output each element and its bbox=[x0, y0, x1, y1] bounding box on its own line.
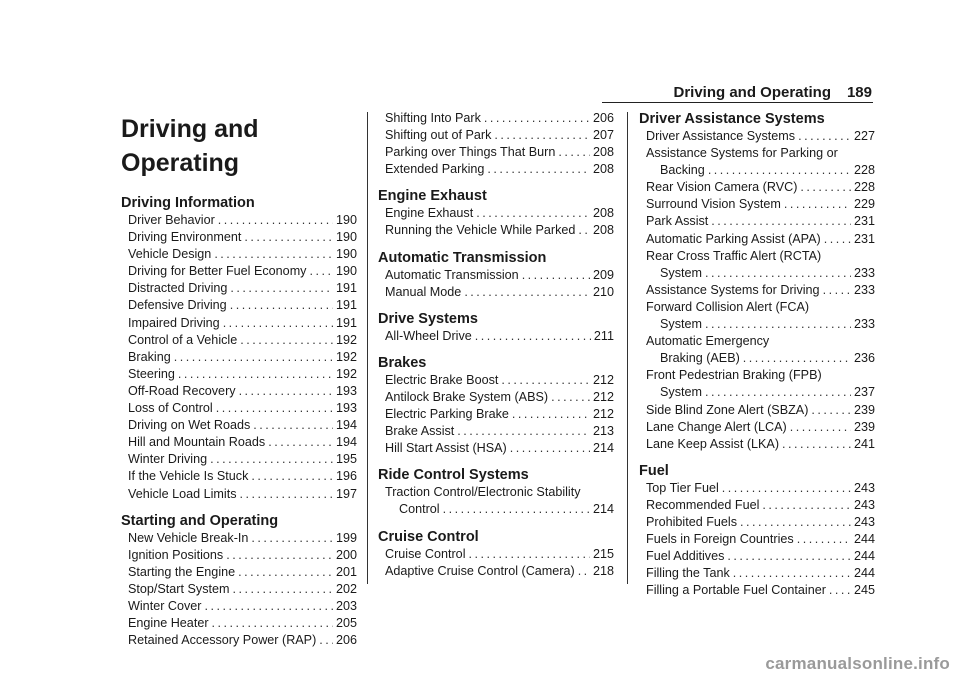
leader-dots bbox=[484, 110, 590, 127]
toc-entry[interactable] bbox=[639, 333, 875, 367]
toc-entry-label: Assistance Systems for Parking or bbox=[646, 146, 838, 161]
leader-dots bbox=[578, 222, 590, 239]
toc-entry-label: Side Blind Zone Alert (SBZA) bbox=[646, 402, 809, 417]
leader-dots bbox=[722, 480, 851, 497]
toc-entry-label: Parking over Things That Burn bbox=[385, 145, 556, 160]
toc-entry[interactable] bbox=[121, 564, 357, 581]
toc-entry[interactable] bbox=[639, 565, 875, 582]
toc-entry-label: Assistance Systems for Driving bbox=[646, 282, 820, 297]
header-rule bbox=[602, 102, 873, 103]
column-divider-2 bbox=[627, 112, 628, 584]
toc-entry-label: Rear Vision Camera (RVC) bbox=[646, 180, 798, 195]
leader-dots bbox=[705, 384, 851, 401]
toc-entry[interactable] bbox=[121, 297, 357, 314]
leader-dots bbox=[223, 315, 333, 332]
toc-entry[interactable] bbox=[121, 530, 357, 547]
leader-dots bbox=[798, 128, 851, 145]
toc-entry-label: Driver Behavior bbox=[128, 213, 215, 227]
toc-entry-page: 241 bbox=[853, 436, 875, 451]
toc-entry-label: Recommended Fuel bbox=[646, 497, 760, 512]
toc-entry-page: 244 bbox=[853, 566, 875, 581]
leader-dots bbox=[233, 581, 333, 598]
toc-entry-page: 227 bbox=[853, 129, 875, 143]
leader-dots bbox=[457, 423, 590, 440]
toc-entry[interactable] bbox=[639, 231, 875, 248]
section-heading: Ride Control Systems bbox=[378, 467, 529, 484]
leader-dots bbox=[578, 563, 590, 580]
toc-entry[interactable] bbox=[121, 417, 357, 434]
leader-dots bbox=[218, 212, 333, 229]
toc-entry[interactable] bbox=[639, 196, 875, 213]
toc-entry-label: Engine Heater bbox=[128, 616, 209, 631]
toc-entry-page: 231 bbox=[853, 214, 875, 229]
toc-entry-page: 194 bbox=[335, 435, 357, 450]
toc-entry[interactable] bbox=[378, 389, 614, 406]
leader-dots bbox=[782, 436, 851, 453]
toc-entry[interactable] bbox=[121, 349, 357, 366]
toc-entry[interactable] bbox=[639, 145, 875, 179]
toc-entry-label-continued: Braking (AEB) bbox=[660, 351, 740, 366]
toc-entry-label: Shifting Into Park bbox=[385, 111, 481, 125]
leader-dots bbox=[244, 229, 333, 246]
toc-entry-label: Engine Exhaust bbox=[385, 206, 474, 221]
leader-dots bbox=[512, 406, 590, 423]
toc-entry-label: Winter Driving bbox=[128, 452, 208, 467]
leader-dots bbox=[743, 350, 851, 367]
leader-dots bbox=[309, 263, 333, 280]
leader-dots bbox=[240, 486, 333, 503]
section-heading: Fuel bbox=[639, 462, 669, 479]
toc-entry-label: Filling a Portable Fuel Container bbox=[646, 583, 826, 598]
leader-dots bbox=[551, 389, 590, 406]
toc-entry-label: Forward Collision Alert (FCA) bbox=[646, 299, 810, 314]
toc-entry-page: 199 bbox=[335, 530, 357, 545]
toc-entry-label: Defensive Driving bbox=[128, 298, 227, 313]
toc-entry-label: New Vehicle Break-In bbox=[128, 530, 249, 545]
leader-dots bbox=[268, 434, 333, 451]
toc-entry-page: 215 bbox=[592, 546, 614, 561]
toc-entry-page: 236 bbox=[853, 351, 875, 366]
toc-entry-page: 190 bbox=[335, 213, 357, 227]
toc-entry[interactable] bbox=[378, 484, 614, 518]
leader-dots bbox=[469, 546, 590, 563]
toc-entry-label: Driving Environment bbox=[128, 230, 242, 245]
leader-dots bbox=[797, 531, 851, 548]
toc-entry[interactable] bbox=[639, 419, 875, 436]
toc-entry-label: Electric Parking Brake bbox=[385, 407, 509, 422]
section-heading: Drive Systems bbox=[378, 310, 478, 327]
toc-entry-page: 209 bbox=[592, 267, 614, 282]
leader-dots bbox=[230, 280, 333, 297]
toc-entry-label: Vehicle Design bbox=[128, 247, 212, 262]
leader-dots bbox=[733, 565, 851, 582]
toc-entry-label: Running the Vehicle While Parked bbox=[385, 223, 576, 238]
toc-entry-label: All-Wheel Drive bbox=[385, 328, 472, 343]
running-head-title: Driving and Operating bbox=[673, 84, 831, 101]
toc-entry-page: 191 bbox=[335, 315, 357, 330]
toc-entry[interactable] bbox=[378, 563, 614, 580]
leader-dots bbox=[319, 632, 333, 649]
leader-dots bbox=[210, 451, 333, 468]
toc-entry-page: 191 bbox=[335, 281, 357, 296]
leader-dots bbox=[253, 417, 333, 434]
toc-entry-label: Starting the Engine bbox=[128, 564, 236, 579]
leader-dots bbox=[443, 501, 590, 518]
toc-entry[interactable] bbox=[639, 367, 875, 401]
toc-entry-page: 203 bbox=[335, 598, 357, 613]
toc-entry-label: Brake Assist bbox=[385, 424, 455, 439]
toc-entry[interactable] bbox=[121, 486, 357, 503]
toc-entry-page: 191 bbox=[335, 298, 357, 313]
section-heading: Cruise Control bbox=[378, 528, 479, 545]
leader-dots bbox=[705, 316, 851, 333]
leader-dots bbox=[475, 328, 591, 345]
toc-entry[interactable] bbox=[121, 229, 357, 246]
section-heading: Driver Assistance Systems bbox=[639, 111, 825, 127]
toc-entry[interactable] bbox=[378, 205, 614, 222]
toc-entry-page: 208 bbox=[592, 206, 614, 221]
column-divider-1 bbox=[367, 112, 368, 584]
toc-entry-label-continued: System bbox=[660, 385, 702, 400]
toc-entry[interactable] bbox=[378, 372, 614, 389]
toc-entry-label: Lane Change Alert (LCA) bbox=[646, 419, 787, 434]
toc-entry-page: 212 bbox=[592, 407, 614, 422]
toc-entry-label: Braking bbox=[128, 349, 171, 364]
toc-entry[interactable] bbox=[378, 284, 614, 301]
toc-entry-page: 194 bbox=[335, 418, 357, 433]
toc-entry-page: 233 bbox=[853, 317, 875, 332]
toc-entry[interactable] bbox=[121, 383, 357, 400]
toc-entry-label: Retained Accessory Power (RAP) bbox=[128, 633, 317, 648]
toc-entry-label: Fuel Additives bbox=[646, 549, 725, 564]
toc-entry-page: 192 bbox=[335, 332, 357, 347]
toc-entry[interactable] bbox=[639, 128, 875, 145]
toc-entry-page: 193 bbox=[335, 383, 357, 398]
toc-entry-page: 197 bbox=[335, 486, 357, 501]
leader-dots bbox=[558, 144, 590, 161]
toc-entry-page: 228 bbox=[853, 163, 875, 178]
leader-dots bbox=[226, 547, 333, 564]
leader-dots bbox=[214, 246, 333, 263]
leader-dots bbox=[823, 282, 851, 299]
toc-entry-label: Filling the Tank bbox=[646, 566, 730, 581]
toc-entry[interactable] bbox=[121, 246, 357, 263]
toc-entry[interactable] bbox=[639, 582, 875, 599]
leader-dots bbox=[174, 349, 333, 366]
toc-entry-page: 200 bbox=[335, 547, 357, 562]
toc-entry-page: 212 bbox=[592, 372, 614, 387]
toc-entry[interactable] bbox=[121, 581, 357, 598]
toc-entry-page: 213 bbox=[592, 424, 614, 439]
toc-entry[interactable] bbox=[639, 497, 875, 514]
toc-entry-label-continued: Control bbox=[399, 502, 440, 517]
toc-entry-label: Traction Control/Electronic Stability bbox=[385, 485, 581, 500]
toc-entry[interactable] bbox=[639, 179, 875, 196]
toc-entry-label: Distracted Driving bbox=[128, 281, 228, 296]
section-heading: Automatic Transmission bbox=[378, 249, 547, 266]
toc-entry[interactable] bbox=[639, 531, 875, 548]
leader-dots bbox=[800, 179, 851, 196]
toc-entry-page: 239 bbox=[853, 419, 875, 434]
toc-entry-label: Surround Vision System bbox=[646, 197, 781, 212]
toc-entry[interactable] bbox=[378, 127, 614, 144]
leader-dots bbox=[708, 162, 851, 179]
toc-entry-label: Extended Parking bbox=[385, 162, 485, 177]
leader-dots bbox=[727, 548, 851, 565]
leader-dots bbox=[178, 366, 333, 383]
toc-entry-page: 239 bbox=[853, 402, 875, 417]
toc-entry-page: 212 bbox=[592, 389, 614, 404]
leader-dots bbox=[239, 383, 333, 400]
toc-entry-label: Winter Cover bbox=[128, 598, 202, 613]
toc-entry[interactable] bbox=[639, 248, 875, 282]
leader-dots bbox=[230, 297, 333, 314]
toc-entry[interactable] bbox=[121, 451, 357, 468]
toc-entry-page: 214 bbox=[592, 441, 614, 456]
leader-dots bbox=[790, 419, 851, 436]
toc-entry-page: 229 bbox=[853, 197, 875, 212]
toc-entry[interactable] bbox=[378, 222, 614, 239]
toc-entry-label: Manual Mode bbox=[385, 284, 462, 299]
toc-entry-label: Off-Road Recovery bbox=[128, 383, 236, 398]
toc-entry-page: 190 bbox=[335, 230, 357, 245]
running-head bbox=[0, 0, 960, 102]
toc-entry-label: Fuels in Foreign Countries bbox=[646, 532, 794, 547]
toc-entry-label: Adaptive Cruise Control (Camera) bbox=[385, 563, 575, 578]
toc-entry-page: 237 bbox=[853, 385, 875, 400]
leader-dots bbox=[811, 402, 851, 419]
toc-entry-label-continued: System bbox=[660, 265, 702, 280]
section-heading: Brakes bbox=[378, 354, 427, 371]
toc-entry[interactable] bbox=[121, 263, 357, 280]
toc-entry-label: Automatic Transmission bbox=[385, 267, 519, 282]
toc-entry-label: Steering bbox=[128, 366, 175, 381]
toc-entry-page: 195 bbox=[335, 452, 357, 467]
toc-entry-label: Lane Keep Assist (LKA) bbox=[646, 436, 780, 451]
toc-entry-label: Control of a Vehicle bbox=[128, 332, 238, 347]
toc-entry[interactable] bbox=[378, 110, 614, 127]
toc-entry-label: Top Tier Fuel bbox=[646, 480, 719, 495]
toc-entry-label: Automatic Emergency bbox=[646, 334, 770, 349]
leader-dots bbox=[204, 598, 333, 615]
toc-entry-page: 208 bbox=[592, 162, 614, 177]
page-number: 189 bbox=[846, 84, 872, 101]
leader-dots bbox=[240, 332, 333, 349]
toc-entry[interactable] bbox=[121, 332, 357, 349]
toc-entry-page: 202 bbox=[335, 581, 357, 596]
toc-entry[interactable] bbox=[121, 400, 357, 417]
section-heading: Engine Exhaust bbox=[378, 188, 487, 205]
toc-entry-page: 244 bbox=[853, 549, 875, 564]
toc-entry-page: 243 bbox=[853, 497, 875, 512]
leader-dots bbox=[824, 231, 851, 248]
toc-entry-page: 208 bbox=[592, 145, 614, 160]
toc-entry[interactable] bbox=[121, 212, 357, 229]
toc-column-3 bbox=[639, 110, 875, 599]
leader-dots bbox=[476, 205, 590, 222]
toc-entry-page: 206 bbox=[592, 111, 614, 125]
toc-entry-label: Antilock Brake System (ABS) bbox=[385, 389, 549, 404]
toc-entry[interactable] bbox=[121, 632, 357, 649]
section-heading: Starting and Operating bbox=[121, 512, 279, 529]
toc-entry[interactable] bbox=[378, 440, 614, 457]
leader-dots bbox=[501, 372, 590, 389]
toc-entry-page: 245 bbox=[853, 583, 875, 598]
toc-entry[interactable] bbox=[121, 468, 357, 485]
toc-entry[interactable] bbox=[121, 366, 357, 383]
toc-entry-page: 190 bbox=[335, 264, 357, 279]
toc-entry-label: Hill Start Assist (HSA) bbox=[385, 441, 507, 456]
toc-entry[interactable] bbox=[121, 434, 357, 451]
toc-entry[interactable] bbox=[639, 514, 875, 531]
toc-entry-page: 211 bbox=[593, 328, 614, 343]
toc-entry[interactable] bbox=[639, 282, 875, 299]
toc-entry-label: Hill and Mountain Roads bbox=[128, 435, 266, 450]
toc-entry-label: Automatic Parking Assist (APA) bbox=[646, 231, 821, 246]
toc-entry[interactable] bbox=[121, 547, 357, 564]
toc-entry[interactable] bbox=[639, 299, 875, 333]
toc-entry-page: 201 bbox=[335, 564, 357, 579]
toc-entry[interactable] bbox=[378, 406, 614, 423]
toc-entry-page: 196 bbox=[335, 469, 357, 484]
watermark: carmanualsonline.info bbox=[765, 654, 950, 673]
leader-dots bbox=[487, 161, 590, 178]
toc-entry-label: Shifting out of Park bbox=[385, 128, 492, 143]
toc-entry-page: 207 bbox=[592, 128, 614, 143]
toc-entry-page: 231 bbox=[853, 231, 875, 246]
toc-entry-label: Stop/Start System bbox=[128, 581, 230, 596]
toc-entry-label: Impaired Driving bbox=[128, 315, 220, 330]
toc-entry[interactable] bbox=[121, 315, 357, 332]
toc-entry[interactable] bbox=[378, 161, 614, 178]
leader-dots bbox=[705, 265, 851, 282]
leader-dots bbox=[784, 196, 851, 213]
chapter-title: Driving and Operating bbox=[121, 115, 259, 177]
toc-entry-label-continued: Backing bbox=[660, 163, 705, 178]
toc-entry-label: Driving for Better Fuel Economy bbox=[128, 264, 307, 279]
leader-dots bbox=[522, 267, 590, 284]
toc-entry-page: 192 bbox=[335, 349, 357, 364]
toc-entry-label: Cruise Control bbox=[385, 546, 466, 561]
toc-entry-page: 190 bbox=[335, 247, 357, 262]
toc-entry-page: 206 bbox=[335, 633, 357, 648]
toc-entry-label: Front Pedestrian Braking (FPB) bbox=[646, 368, 822, 383]
toc-entry-page: 228 bbox=[853, 180, 875, 195]
leader-dots bbox=[829, 582, 851, 599]
toc-entry[interactable] bbox=[378, 328, 614, 345]
toc-entry-label: Vehicle Load Limits bbox=[128, 486, 237, 501]
toc-entry-page: 192 bbox=[335, 366, 357, 381]
toc-entry[interactable] bbox=[121, 598, 357, 615]
toc-entry-label: Driver Assistance Systems bbox=[646, 129, 796, 143]
leader-dots bbox=[711, 213, 851, 230]
toc-entry[interactable] bbox=[639, 548, 875, 565]
toc-entry-page: 218 bbox=[592, 563, 614, 578]
toc-entry-label: Prohibited Fuels bbox=[646, 514, 738, 529]
toc-entry[interactable] bbox=[378, 546, 614, 563]
toc-entry-page: 205 bbox=[335, 616, 357, 631]
toc-entry-page: 208 bbox=[592, 223, 614, 238]
toc-entry-label: Loss of Control bbox=[128, 401, 213, 416]
toc-entry-page: 233 bbox=[853, 282, 875, 297]
leader-dots bbox=[494, 127, 590, 144]
toc-entry[interactable] bbox=[121, 615, 357, 632]
toc-entry[interactable] bbox=[378, 267, 614, 284]
leader-dots bbox=[251, 530, 333, 547]
toc-entry[interactable] bbox=[639, 436, 875, 453]
toc-entry-label: Rear Cross Traffic Alert (RCTA) bbox=[646, 248, 822, 263]
toc-entry[interactable] bbox=[378, 423, 614, 440]
leader-dots bbox=[216, 400, 333, 417]
leader-dots bbox=[762, 497, 851, 514]
leader-dots bbox=[464, 284, 590, 301]
leader-dots bbox=[238, 564, 333, 581]
toc-entry-label: If the Vehicle Is Stuck bbox=[128, 469, 249, 484]
toc-entry-page: 233 bbox=[853, 265, 875, 280]
leader-dots bbox=[740, 514, 851, 531]
toc-entry-page: 243 bbox=[853, 480, 875, 495]
toc-entry-page: 244 bbox=[853, 532, 875, 547]
leader-dots bbox=[212, 615, 333, 632]
toc-entry-page: 243 bbox=[853, 514, 875, 529]
toc-column-2 bbox=[378, 110, 614, 580]
toc-entry[interactable] bbox=[639, 213, 875, 230]
toc-entry[interactable] bbox=[121, 280, 357, 297]
section-heading: Driving Information bbox=[121, 195, 255, 211]
toc-entry-label: Ignition Positions bbox=[128, 547, 224, 562]
toc-entry[interactable] bbox=[639, 480, 875, 497]
toc-entry-label: Driving on Wet Roads bbox=[128, 418, 251, 433]
leader-dots bbox=[510, 440, 590, 457]
toc-entry[interactable] bbox=[378, 144, 614, 161]
toc-column-1 bbox=[121, 112, 357, 649]
toc-entry-label: Electric Brake Boost bbox=[385, 372, 499, 387]
toc-entry[interactable] bbox=[639, 402, 875, 419]
leader-dots bbox=[251, 468, 333, 485]
toc-entry-page: 210 bbox=[592, 284, 614, 299]
toc-entry-label: Park Assist bbox=[646, 214, 709, 229]
toc-entry-label-continued: System bbox=[660, 317, 702, 332]
toc-entry-page: 193 bbox=[335, 401, 357, 416]
toc-entry-page: 214 bbox=[592, 502, 614, 517]
